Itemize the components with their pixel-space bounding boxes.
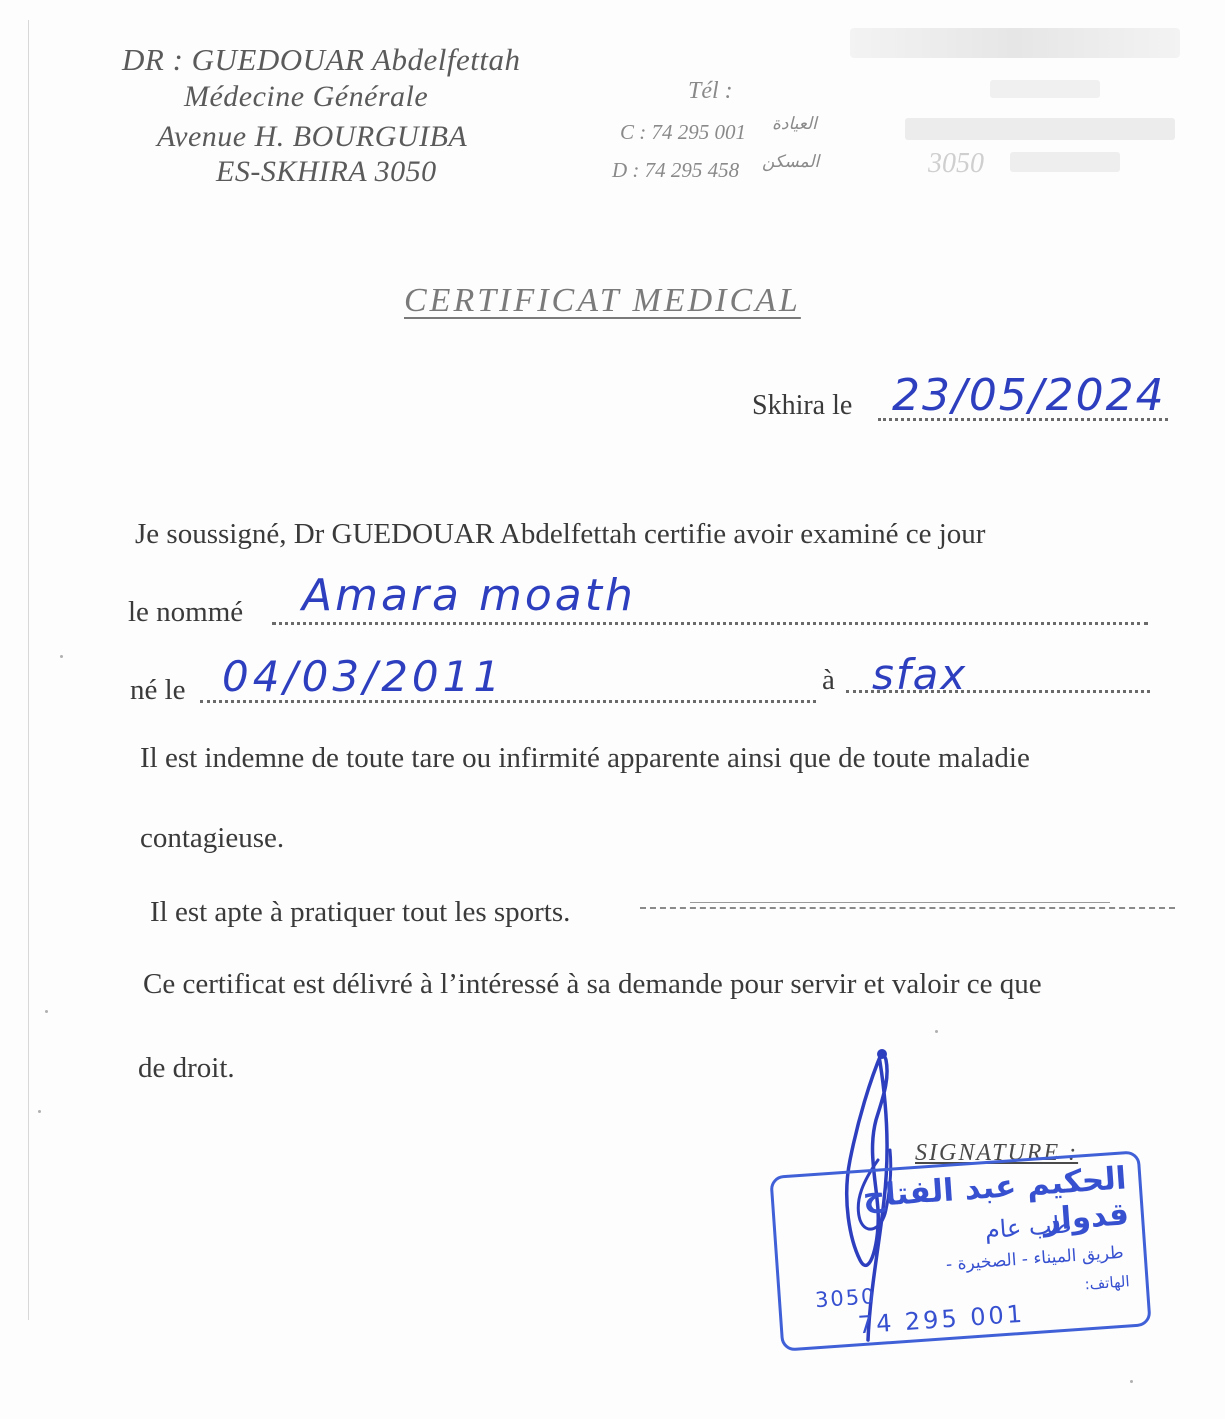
body-line-droit: de droit. xyxy=(138,1052,235,1084)
apte-dashed-line xyxy=(640,907,1175,909)
stamp-code: 3050 xyxy=(814,1284,878,1313)
body-line-indemne: Il est indemne de toute tare ou infirmité apparente ainsi que de toute maladie xyxy=(140,742,1030,774)
left-margin-line xyxy=(28,20,29,1320)
stamp-phone-label: الهاتف: xyxy=(1084,1272,1131,1294)
stamp-address: طريق الميناء - الصخيرة - xyxy=(945,1242,1125,1276)
scan-speck xyxy=(38,1110,41,1113)
arabic-header-faded-1 xyxy=(850,28,1180,58)
tel-domicile-arabic: المسكن xyxy=(762,152,820,172)
name-dotted-line xyxy=(272,622,1148,625)
born-label: né le xyxy=(130,674,186,706)
place-handwritten: sfax xyxy=(872,650,968,699)
doctor-address: Avenue H. BOURGUIBA xyxy=(157,120,468,153)
arabic-header-faded-3 xyxy=(905,118,1175,140)
arabic-header-faded-4 xyxy=(1010,152,1120,172)
stamp-specialty: طب عام xyxy=(983,1210,1073,1245)
scan-speck xyxy=(1130,1380,1133,1383)
doctor-stamp xyxy=(769,1150,1151,1351)
arabic-header-faded-2 xyxy=(990,80,1100,98)
name-label: le nommé xyxy=(128,596,244,628)
date-handwritten: 23/05/2024 xyxy=(892,370,1166,421)
scan-speck xyxy=(935,1030,938,1033)
body-line-contagieuse: contagieuse. xyxy=(140,822,285,854)
born-date-handwritten: 04/03/2011 xyxy=(222,652,505,701)
name-handwritten: Amara moath xyxy=(302,570,636,621)
scan-speck xyxy=(60,655,63,658)
date-label: Skhira le xyxy=(752,390,853,421)
place-label: à xyxy=(822,664,835,696)
stamp-doctor-name: الحكيم عبد الفتاح قدوار xyxy=(861,1160,1131,1239)
stamp-phone: 74 295 001 xyxy=(856,1299,1026,1340)
signature-label: SIGNATURE : xyxy=(915,1140,1079,1166)
arabic-header-code: 3050 xyxy=(928,148,984,179)
doctor-specialty: Médecine Générale xyxy=(184,80,429,113)
certificate-title: CERTIFICAT MEDICAL xyxy=(404,282,801,319)
tel-label: Tél : xyxy=(688,78,733,104)
body-line-apte: Il est apte à pratiquer tout les sports. xyxy=(150,896,571,928)
body-line-intro: Je soussigné, Dr GUEDOUAR Abdelfettah certifie avoir examiné ce jour xyxy=(135,518,986,550)
doctor-name: DR : GUEDOUAR Abdelfettah xyxy=(122,42,521,77)
tel-cabinet-arabic: العيادة xyxy=(772,114,817,134)
tel-domicile: D : 74 295 458 xyxy=(612,158,740,182)
apte-solid-line xyxy=(690,902,1110,903)
doctor-city: ES-SKHIRA 3050 xyxy=(216,155,437,188)
tel-cabinet: C : 74 295 001 xyxy=(620,120,746,144)
scan-speck xyxy=(45,1010,48,1013)
body-line-delivre: Ce certificat est délivré à l’intéressé à sa demande pour servir et valoir ce que xyxy=(143,968,1042,1000)
